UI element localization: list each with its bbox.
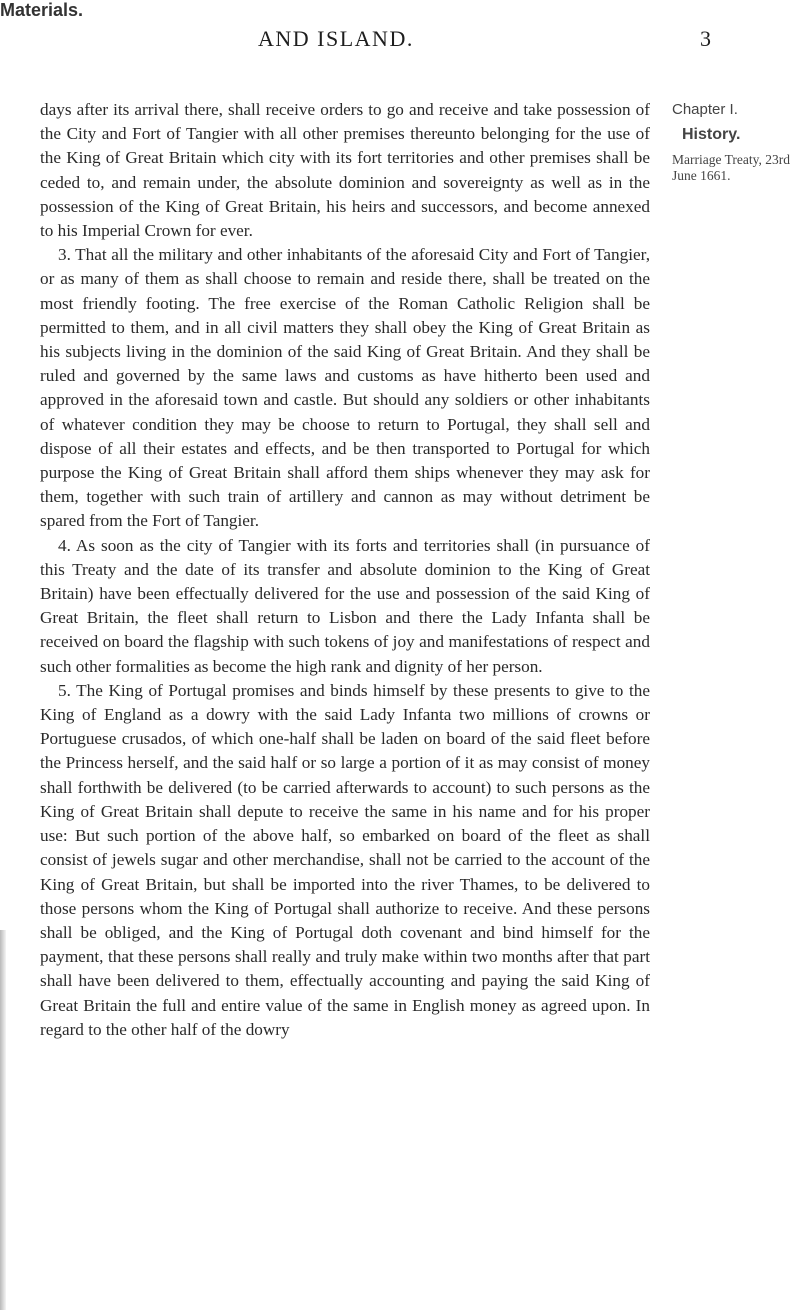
running-title: AND ISLAND. <box>258 26 414 51</box>
margin-section: History. <box>682 126 741 143</box>
margin-notes <box>672 98 797 184</box>
paragraph-5: 5. The King of Portugal promises and binds himself by these presents to give to the King of England as a dowry with the said Lady Infanta two millions of crowns or Portuguese crusados, of which one-half shall be laden on board of the said fleet before the Princess herself, and the said half or so large a portion of it as may consist of money shall forthwith be delivered (to be carried afterwards to account) to such persons as the King of Great Britain shall depute to receive the same in his name and for his proper use: But such portion of the above half, so embarked on board of the fleet as shall consist of jewels sugar and other merchandise, shall not be carried to the account of the King of Great Britain, but shall be imported into the river Thames, to be delivered to those persons whom the King of Portugal shall authorize to receive. And these persons shall be obliged, and the King of Portugal doth covenant and bind himself for the payment, that these persons shall really and truly make within two months after that part shall have been delivered to them, effectually accounting and paying the said King of Great Britain the full and entire value of the same in English money as agreed upon. In regard to the other half of the dowry <box>40 680 650 1039</box>
paragraph-4: 4. As soon as the city of Tangier with its forts and territories shall (in pursuance of this Treaty and the date of its transfer and absolute dominion to the King of Great Britain) have been effectually delivered for the use and possession of the said King of Great Britain, the fleet shall return to Lisbon and there the Lady Infanta shall be received on board the flagship with such tokens of joy and manifestations of respect and such other formalities as become the high rank and dignity of her person. <box>40 535 650 676</box>
running-head <box>0 26 760 66</box>
margin-note: Marriage Treaty, 23rd June 1661. <box>672 152 790 183</box>
margin-chapter: Chapter I. <box>672 101 738 118</box>
binding-shadow <box>0 930 6 1310</box>
page-number: 3 <box>700 26 711 51</box>
body-text <box>40 98 650 1042</box>
paragraph-3: 3. That all the military and other inhabitants of the aforesaid City and Fort of Tangier, or as many of them as shall choose to remain and reside there, shall be treated on the most friendly footing. The free exercise of the Roman Catholic Religion shall be permitted to them, and in all civil matters they shall obey the King of Great Britain as his subjects living in the dominion of the said King of Great Britain. And they shall be ruled and governed by the same laws and customs as have hitherto been used and approved in the aforesaid town and castle. But should any soldiers or other inhabitants of whatever condition they may be choose to return to Portugal, they shall sell and dispose of all their estates and effects, and be then transported to Portugal for which purpose the King of Great Britain shall afford them ships whenever they may ask for them, together with such train of artillery and cannon as may without detriment be spared from the Fort of Tangier. <box>40 245 650 531</box>
paragraph-continued: days after its arrival there, shall receive orders to go and receive and take possession of the City and Fort of Tangier with all other premises thereunto belonging for the use of the King of Great Britain which city with its fort territories and other premises shall be ceded to, and remain under, the absolute dominion and sovereignty as well as in the possession of the King of Great Britain, his heirs and successors, and become annexed to his Imperial Crown for ever. <box>40 100 650 241</box>
materials-label: Materials. <box>0 0 84 20</box>
